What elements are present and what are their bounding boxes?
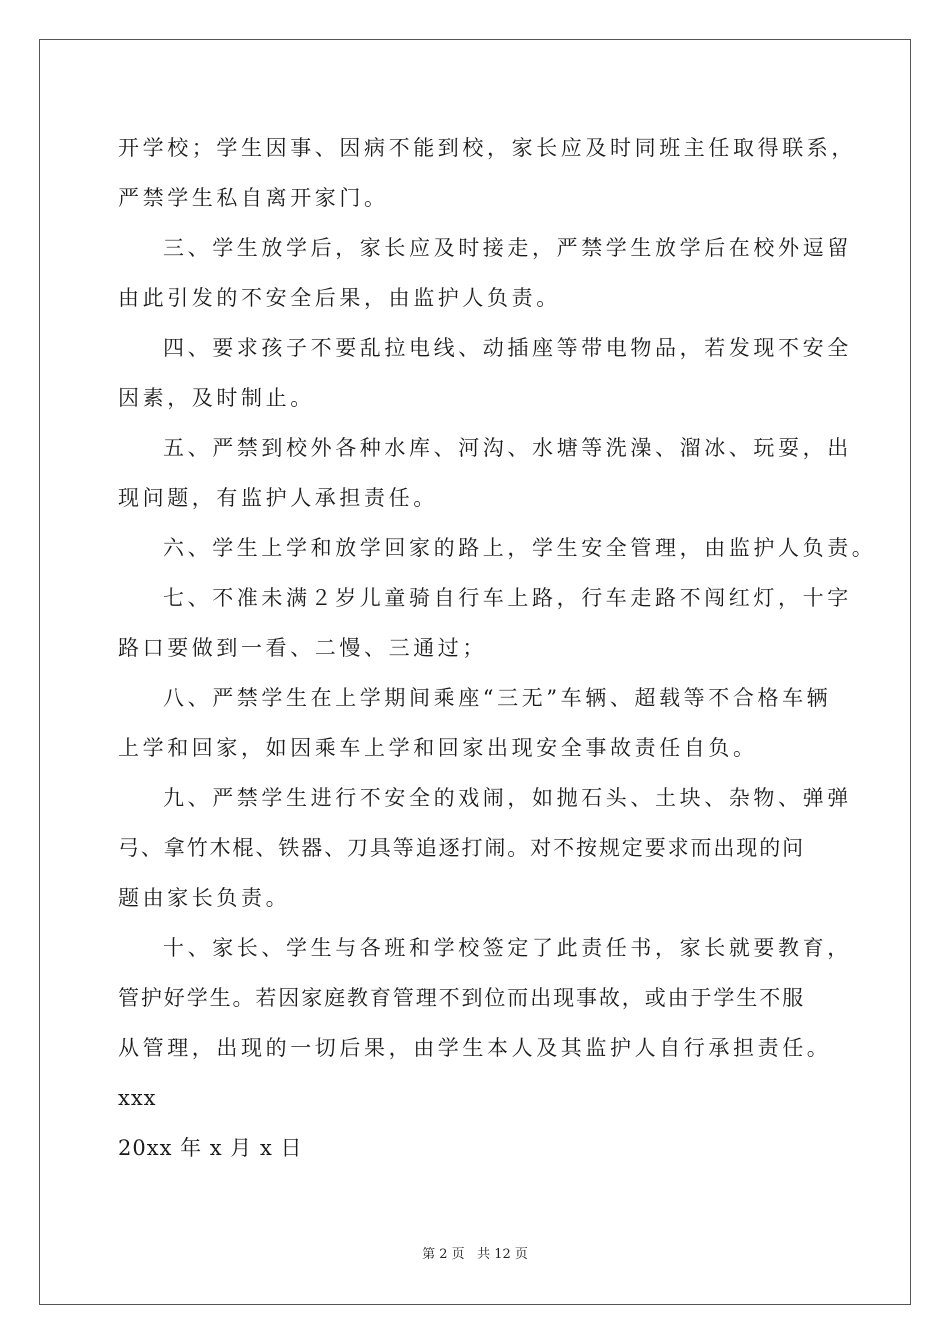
text-line: 上学和回家，如因乘车上学和回家出现安全事故责任自负。 bbox=[118, 736, 758, 760]
page-border bbox=[39, 39, 911, 1305]
text-line: 现问题，有监护人承担责任。 bbox=[118, 486, 438, 510]
text-line: 路口要做到一看、二慢、三通过； bbox=[118, 636, 487, 660]
text-line: 三、学生放学后，家长应及时接走，严禁学生放学后在校外逗留 bbox=[163, 236, 852, 260]
page-footer bbox=[0, 1246, 950, 1264]
text-line: 弓、拿竹木棍、铁器、刀具等追逐打闹。对不按规定要求而出现的问 bbox=[118, 836, 805, 860]
text-line: 五、严禁到校外各种水库、河沟、水塘等洗澡、溜冰、玩耍，出 bbox=[163, 436, 852, 460]
text-line: 管护好学生。若因家庭教育管理不到位而出现事故，或由于学生不服 bbox=[118, 986, 805, 1010]
text-line: 题由家长负责。 bbox=[118, 886, 291, 910]
page-total: 共 12 页 bbox=[477, 1247, 528, 1262]
date: 20xx 年 x 月 x 日 bbox=[118, 1136, 303, 1160]
text-line: 四、要求孩子不要乱拉电线、动插座等带电物品，若发现不安全 bbox=[163, 336, 852, 360]
text-line: 六、学生上学和放学回家的路上，学生安全管理，由监护人负责。 bbox=[163, 536, 877, 560]
text-line: 九、严禁学生进行不安全的戏闹，如抛石头、土块、杂物、弹弹 bbox=[163, 786, 852, 810]
text-line: 由此引发的不安全后果，由监护人负责。 bbox=[118, 286, 561, 310]
signature: xxx bbox=[118, 1086, 157, 1110]
text-line: 七、不准未满２岁儿童骑自行车上路，行车走路不闯红灯，十字 bbox=[163, 586, 852, 610]
text-line: 八、严禁学生在上学期间乘座“三无”车辆、超载等不合格车辆 bbox=[163, 686, 832, 710]
text-line: 十、家长、学生与各班和学校签定了此责任书，家长就要教育， bbox=[163, 936, 852, 960]
text-line: 开学校；学生因事、因病不能到校，家长应及时同班主任取得联系， bbox=[118, 136, 856, 160]
text-line: 严禁学生私自离开家门。 bbox=[118, 186, 389, 210]
text-line: 因素，及时制止。 bbox=[118, 386, 315, 410]
text-line: 从管理，出现的一切后果，由学生本人及其监护人自行承担责任。 bbox=[118, 1036, 832, 1060]
page-number: 第 2 页 bbox=[422, 1247, 465, 1262]
